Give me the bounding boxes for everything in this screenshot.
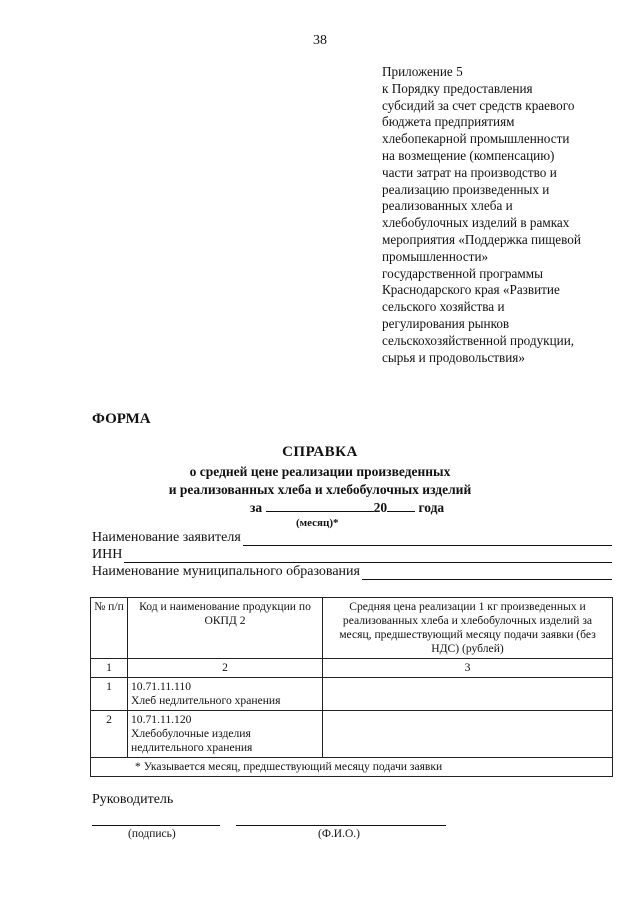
appendix-line: хлебопекарной промышленности [382, 131, 570, 147]
appendix-line: сельского хозяйства и [382, 299, 505, 315]
appendix-line: реализованных хлеба и [382, 198, 513, 214]
applicant-input-line[interactable] [243, 533, 612, 546]
inn-input-line[interactable] [124, 550, 612, 563]
municipality-input-line[interactable] [362, 567, 612, 580]
product-name: Хлеб недлительного хранения [131, 694, 281, 707]
product-name: Хлебобулочные изделия недлительного хранения [131, 727, 253, 754]
product-cell [128, 678, 323, 711]
municipality-field [92, 564, 612, 580]
product-code: 10.71.11.110 [131, 680, 192, 693]
applicant-field [92, 530, 612, 546]
municipality-label: Наименование муниципального образования [92, 564, 360, 579]
header-product-code: Код и наименование продукции по ОКПД 2 [128, 598, 323, 659]
signature-caption: (подпись) [128, 828, 176, 840]
document-subtitle-line1: о средней цене реализации произведенных [189, 464, 451, 479]
applicant-label: Наименование заявителя [92, 530, 241, 545]
price-table [90, 597, 613, 777]
appendix-line: промышленности» [382, 248, 489, 264]
table-footnote: * Указывается месяц, предшествующий месяцу подачи заявки [91, 758, 613, 777]
month-blank[interactable] [266, 500, 374, 512]
name-caption: (Ф.И.О.) [318, 828, 360, 840]
appendix-line: реализацию произведенных и [382, 181, 550, 197]
appendix-line: сельскохозяйственной продукции, [382, 332, 575, 348]
month-caption: (месяц)* [296, 517, 339, 529]
period-line [250, 500, 444, 516]
appendix-line: к Порядку предоставления [382, 80, 533, 96]
appendix-line: Приложение 5 [382, 64, 463, 79]
signature-line[interactable] [92, 825, 220, 826]
table-row [91, 711, 613, 758]
header-average-price: Средняя цена реализации 1 кг произведенных и реализованных хлеба и хлебобулочных изделий за месяц, предшествующий месяцу подачи заявки (без НДС) (рублей) [323, 598, 613, 659]
appendix-line: субсидий за счет средств краевого [382, 97, 575, 113]
appendix-line: на возмещение (компенсацию) [382, 147, 555, 163]
table-header-row [91, 598, 613, 659]
inn-field [92, 547, 612, 563]
header-number: № п/п [91, 598, 128, 659]
appendix-block [382, 64, 632, 366]
year-prefix: 20 [373, 500, 388, 515]
appendix-line: государственной программы [382, 265, 543, 281]
document-title: СПРАВКА [282, 444, 358, 460]
footnote-row [91, 758, 613, 777]
form-label: ФОРМА [92, 411, 151, 427]
appendix-line: мероприятия «Поддержка пищевой [382, 231, 581, 247]
product-cell [128, 711, 323, 758]
table-row [91, 678, 613, 711]
period-prefix: за [250, 500, 263, 515]
column-number: 2 [128, 659, 323, 678]
head-label: Руководитель [92, 792, 174, 807]
period-suffix: года [418, 500, 445, 515]
appendix-line: сырья и продовольствия» [382, 349, 525, 365]
appendix-line: части затрат на производство и [382, 164, 557, 180]
year-blank[interactable] [387, 500, 415, 512]
document-subtitle-line2: и реализованных хлеба и хлебобулочных изделий [168, 482, 472, 497]
inn-label: ИНН [92, 547, 123, 562]
name-line[interactable] [236, 825, 446, 826]
appendix-line: бюджета предприятиям [382, 114, 515, 130]
row-number: 1 [91, 678, 128, 711]
column-number: 3 [323, 659, 613, 678]
table-column-numbers-row [91, 659, 613, 678]
page-number: 38 [313, 33, 327, 48]
price-cell[interactable] [323, 711, 613, 758]
appendix-line: хлебобулочных изделий в рамках [382, 215, 570, 231]
row-number: 2 [91, 711, 128, 758]
appendix-line: Краснодарского края «Развитие [382, 282, 560, 298]
product-code: 10.71.11.120 [131, 713, 192, 726]
column-number: 1 [91, 659, 128, 678]
appendix-line: регулирования рынков [382, 315, 510, 331]
price-cell[interactable] [323, 678, 613, 711]
